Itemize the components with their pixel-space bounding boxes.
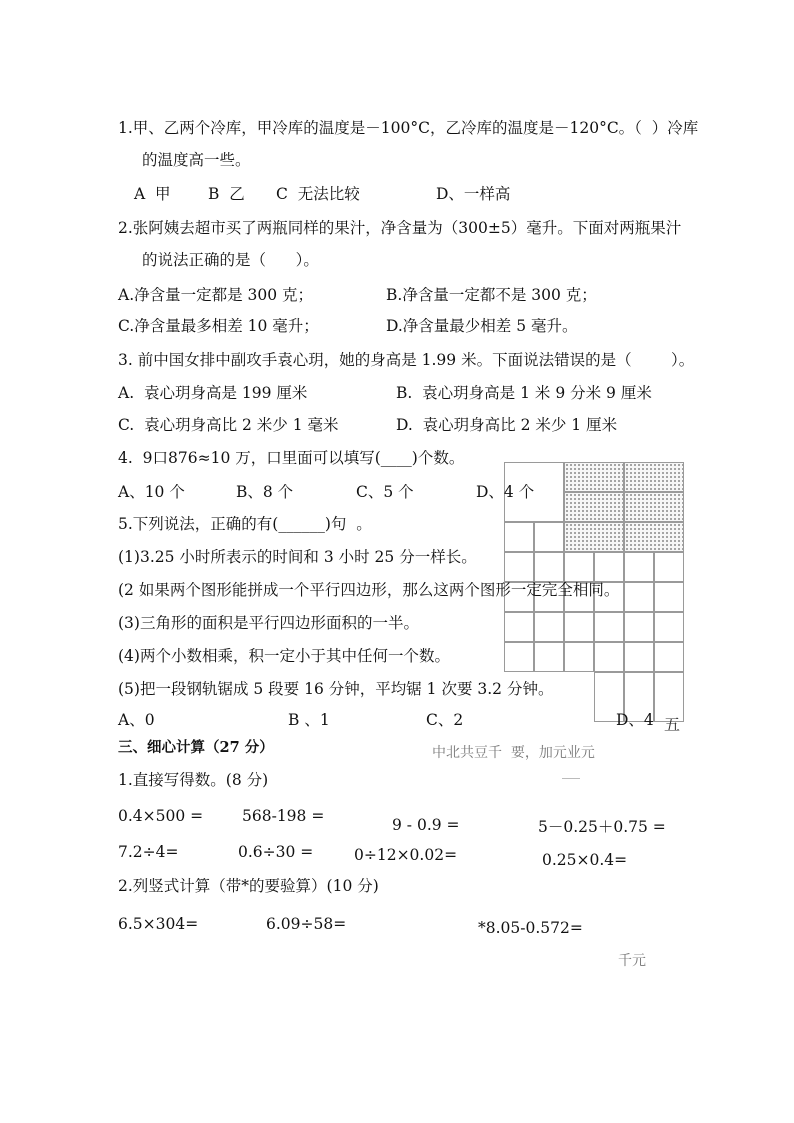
q4-option-b: B、8 个 — [236, 483, 294, 501]
q3-option-d: D. 袁心玥身高比 2 米少 1 厘米 — [396, 416, 618, 434]
q2-option-a: A.净含量一定都是 300 克； — [118, 286, 314, 304]
q3-line1: 3. 前中国女排中副攻手袁心玥，她的身高是 1.99 米。下面说法错误的是（ ）。 — [118, 351, 695, 369]
q5-option-c: C、2 — [426, 711, 464, 729]
q5-option-b: B 、1 — [288, 711, 330, 729]
q5-line1: 5.下列说法，正确的有(______)句 。 — [118, 515, 372, 533]
q1-line1: 1.甲、乙两个冷库，甲冷库的温度是－100°C，乙冷库的温度是－120°C。（ ）冷库 — [118, 119, 699, 137]
q1-option-b: B 乙 — [208, 185, 245, 203]
q1-line2: 的温度高一些。 — [142, 151, 251, 169]
q5-option-d: D、4 — [616, 711, 654, 729]
calc-2-4: 0.25×0.4= — [542, 851, 628, 869]
q5-statement-5: (5)把一段钢轨锯成 5 段要 16 分钟，平均锯 1 次要 3.2 分钟。 — [118, 680, 554, 698]
q1-option-c: C 无法比较 — [276, 185, 360, 203]
calc-2-1: 7.2÷4= — [118, 843, 179, 861]
section-3-sub1: 1.直接写得数。(8 分) — [118, 771, 269, 789]
scan-noise-right: 五 — [664, 715, 681, 734]
scan-noise-bleed: 中北共豆千 要，加元业元 — [432, 745, 595, 761]
q5-statement-2: (2 如果两个图形能拼成一个平行四边形，那么这两个图形一定完全相同。 — [118, 581, 620, 599]
scan-noise-bottom: 千元 — [618, 953, 646, 969]
q4-option-a: A、10 个 — [118, 483, 185, 501]
calc-1-2: 568-198 = — [242, 807, 325, 825]
section-3-title: 三、细心计算（27 分） — [118, 739, 274, 756]
q2-line1: 2.张阿姨去超市买了两瓶同样的果汁，净含量为（300±5）毫升。下面对两瓶果汁 — [118, 219, 682, 237]
q2-option-b: B.净含量一定都不是 300 克； — [386, 286, 597, 304]
q3-option-c: C. 袁心玥身高比 2 米少 1 毫米 — [118, 416, 339, 434]
q3-option-a: A. 袁心玥身高是 199 厘米 — [118, 384, 308, 402]
calc-3-1: 6.5×304= — [118, 915, 199, 933]
q1-option-a: A 甲 — [134, 185, 171, 203]
q5-option-a: A、0 — [118, 711, 155, 729]
q5-statement-4: (4)两个小数相乘，积一定小于其中任何一个数。 — [118, 647, 450, 665]
section-3-sub2: 2.列竖式计算（带*的要验算）(10 分) — [118, 877, 379, 895]
q4-option-d: D、4 个 — [476, 483, 535, 501]
calc-1-4: 5－0.25＋0.75 = — [538, 818, 666, 836]
q2-option-c: C.净含量最多相差 10 毫升； — [118, 317, 319, 335]
q5-statement-1: (1)3.25 小时所表示的时间和 3 小时 25 分一样长。 — [118, 548, 477, 566]
scan-mark — [562, 778, 580, 779]
q4-line1: 4. 9口876≈10 万，口里面可以填写(____)个数。 — [118, 449, 465, 467]
calc-3-3: *8.05-0.572= — [478, 919, 583, 937]
q3-option-b: B. 袁心玥身高是 1 米 9 分米 9 厘米 — [396, 384, 652, 402]
q5-statement-3: (3)三角形的面积是平行四边形面积的一半。 — [118, 614, 419, 632]
q1-option-d: D、一样高 — [436, 185, 511, 203]
calc-1-1: 0.4×500 = — [118, 807, 204, 825]
calc-3-2: 6.09÷58= — [266, 915, 347, 933]
calc-1-3: 9 - 0.9 = — [392, 816, 460, 834]
q2-option-d: D.净含量最少相差 5 毫升。 — [386, 317, 578, 335]
q2-line2: 的说法正确的是（ ）。 — [142, 251, 319, 269]
calc-2-3: 0÷12×0.02= — [354, 846, 458, 864]
calc-2-2: 0.6÷30 = — [238, 843, 314, 861]
q4-option-c: C、5 个 — [356, 483, 414, 501]
